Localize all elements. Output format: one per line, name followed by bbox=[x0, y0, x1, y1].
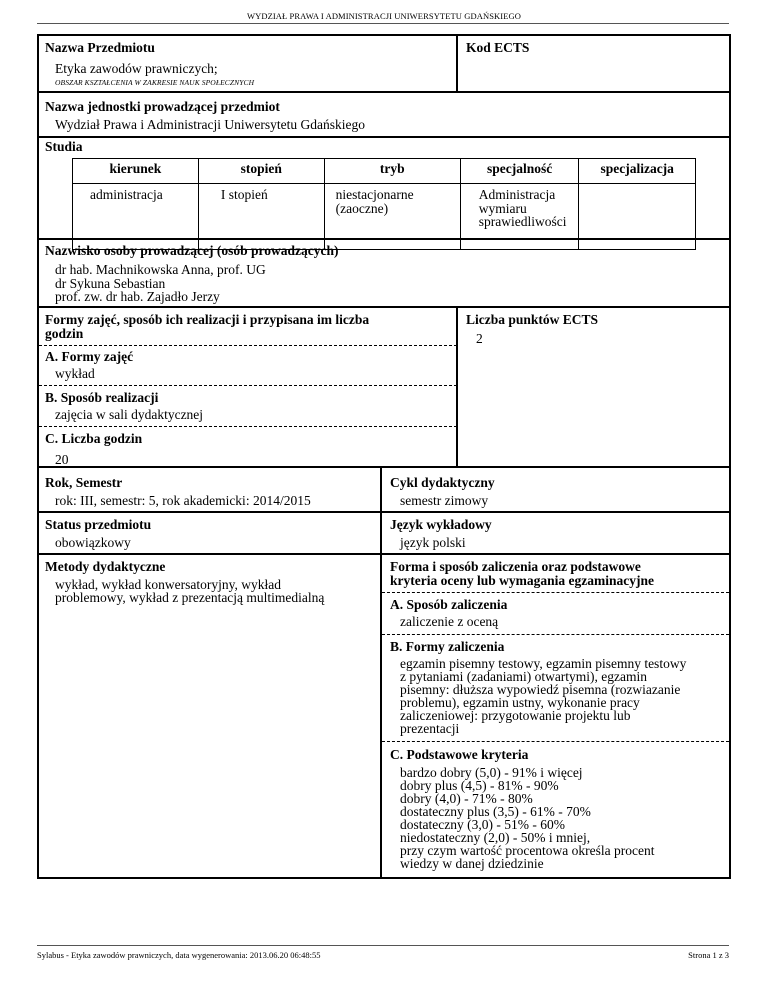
divider bbox=[37, 306, 731, 308]
ects-code-label: Kod ECTS bbox=[466, 40, 530, 55]
cycle-value: semestr zimowy bbox=[400, 493, 489, 508]
language-value: język polski bbox=[400, 535, 466, 550]
assessment-b-line: z pytaniami (zadaniami) otwartymi), egzamin bbox=[400, 669, 648, 684]
assessment-b-line: zaliczeniowej: przygotowanie projektu lub bbox=[400, 708, 631, 723]
divider bbox=[456, 306, 458, 466]
footer-page-number: Strona 1 z 3 bbox=[688, 950, 729, 960]
assessment-a-value: zaliczenie z oceną bbox=[400, 614, 499, 629]
lecturer-name: dr Sykuna Sebastian bbox=[55, 276, 166, 291]
col-header-specjalizacja: specjalizacja bbox=[579, 159, 696, 184]
forms-c-label: C. Liczba godzin bbox=[45, 431, 143, 446]
header-rule bbox=[37, 23, 729, 24]
divider bbox=[380, 466, 382, 879]
assessment-b-line: prezentacji bbox=[400, 721, 460, 736]
assessment-b-line: pisemny: dłuższa wypowiedź pisemna (rozwiazanie bbox=[400, 682, 681, 697]
assessment-c-label: C. Podstawowe kryteria bbox=[390, 747, 529, 762]
dashed-divider bbox=[382, 741, 729, 742]
assessment-c-line: dobry (4,0) - 71% - 80% bbox=[400, 791, 533, 806]
forms-label-cont: godzin bbox=[45, 326, 84, 341]
col-header-stopien: stopień bbox=[198, 159, 324, 184]
unit-value: Wydział Prawa i Administracji Uniwersytetu Gdańskiego bbox=[55, 117, 365, 132]
lecturer-name: dr hab. Machnikowska Anna, prof. UG bbox=[55, 262, 266, 277]
col-header-kierunek: kierunek bbox=[73, 159, 199, 184]
forms-a-value: wykład bbox=[55, 366, 95, 381]
divider bbox=[37, 136, 731, 138]
footer-left: Sylabus - Etyka zawodów prawniczych, data wygenerowania: 2013.06.20 06:48:55 bbox=[37, 950, 321, 960]
lecturer-name: prof. zw. dr hab. Zajadło Jerzy bbox=[55, 289, 220, 304]
dashed-divider bbox=[39, 385, 457, 386]
course-name-label: Nazwa Przedmiotu bbox=[45, 40, 155, 55]
divider bbox=[37, 553, 731, 555]
status-label: Status przedmiotu bbox=[45, 517, 152, 532]
methods-label: Metody dydaktyczne bbox=[45, 559, 166, 574]
year-label: Rok, Semestr bbox=[45, 475, 123, 490]
ects-points-label: Liczba punktów ECTS bbox=[466, 312, 599, 327]
methods-line: wykład, wykład konwersatoryjny, wykład bbox=[55, 577, 281, 592]
assessment-a-label: A. Sposób zaliczenia bbox=[390, 597, 508, 612]
methods-line: problemowy, wykład z prezentacją multimedialną bbox=[55, 590, 325, 605]
page-header: WYDZIAŁ PRAWA I ADMINISTRACJI UNIWERSYTETU GDAŃSKIEGO bbox=[246, 11, 521, 21]
cell-line: I stopień bbox=[220, 187, 268, 202]
cell-line: (zaoczne) bbox=[335, 200, 389, 216]
cell-line: niestacjonarne bbox=[335, 187, 414, 202]
divider bbox=[456, 34, 458, 92]
course-name-value: Etyka zawodów prawniczych; bbox=[55, 61, 218, 76]
assessment-label: Forma i sposób zaliczenia oraz podstawowe bbox=[390, 559, 641, 574]
assessment-b-line: problemu), egzamin ustny, wykonanie pracy bbox=[400, 695, 640, 710]
cell-line: sprawiedliwości bbox=[478, 214, 567, 229]
assessment-c-line: niedostateczny (2,0) - 50% i mniej, bbox=[400, 830, 591, 845]
assessment-c-line: wiedzy w danej dziedzinie bbox=[400, 856, 544, 871]
assessment-label-cont: kryteria oceny lub wymagania egzaminacyjne bbox=[390, 573, 654, 588]
cell-line: wymiaru bbox=[478, 200, 527, 216]
assessment-c-line: dostateczny plus (3,5) - 61% - 70% bbox=[400, 804, 591, 819]
assessment-b-line: egzamin pisemny testowy, egzamin pisemny testowy bbox=[400, 656, 687, 671]
language-label: Język wykładowy bbox=[390, 517, 492, 532]
dashed-divider bbox=[39, 426, 457, 427]
ects-points-value: 2 bbox=[476, 331, 483, 346]
cell-line: Administracja bbox=[478, 187, 556, 202]
forms-b-value: zajęcia w sali dydaktycznej bbox=[55, 407, 204, 422]
col-header-specjalnosc: specjalność bbox=[460, 159, 579, 184]
lecturers-label: Nazwisko osoby prowadzącej (osób prowadzących) bbox=[45, 243, 339, 258]
studia-label: Studia bbox=[45, 139, 83, 154]
assessment-c-line: dostateczny (3,0) - 51% - 60% bbox=[400, 817, 565, 832]
cycle-label: Cykl dydaktyczny bbox=[390, 475, 495, 490]
divider bbox=[37, 511, 731, 513]
studia-table bbox=[72, 158, 696, 250]
divider bbox=[37, 91, 731, 93]
unit-label: Nazwa jednostki prowadzącej przedmiot bbox=[45, 99, 280, 114]
status-value: obowiązkowy bbox=[55, 535, 131, 550]
dashed-divider bbox=[382, 592, 729, 593]
footer-rule bbox=[37, 945, 729, 946]
dashed-divider bbox=[382, 634, 729, 635]
assessment-c-line: bardzo dobry (5,0) - 91% i więcej bbox=[400, 765, 583, 780]
assessment-c-line: przy czym wartość procentowa określa procent bbox=[400, 843, 655, 858]
forms-c-value: 20 bbox=[55, 452, 69, 467]
col-header-tryb: tryb bbox=[324, 159, 460, 184]
year-value: rok: III, semestr: 5, rok akademicki: 2014/2015 bbox=[55, 493, 311, 508]
divider bbox=[37, 238, 731, 240]
cell-line: administracja bbox=[90, 187, 163, 202]
forms-label: Formy zajęć, sposób ich realizacji i przypisana im liczba bbox=[45, 312, 370, 327]
area-note: OBSZAR KSZTAŁCENIA W ZAKRESIE NAUK SPOŁECZNYCH bbox=[55, 78, 255, 87]
dashed-divider bbox=[39, 345, 457, 346]
forms-a-label: A. Formy zajęć bbox=[45, 349, 134, 364]
assessment-c-line: dobry plus (4,5) - 81% - 90% bbox=[400, 778, 559, 793]
divider bbox=[37, 466, 731, 468]
assessment-b-label: B. Formy zaliczenia bbox=[390, 639, 505, 654]
forms-b-label: B. Sposób realizacji bbox=[45, 390, 159, 405]
